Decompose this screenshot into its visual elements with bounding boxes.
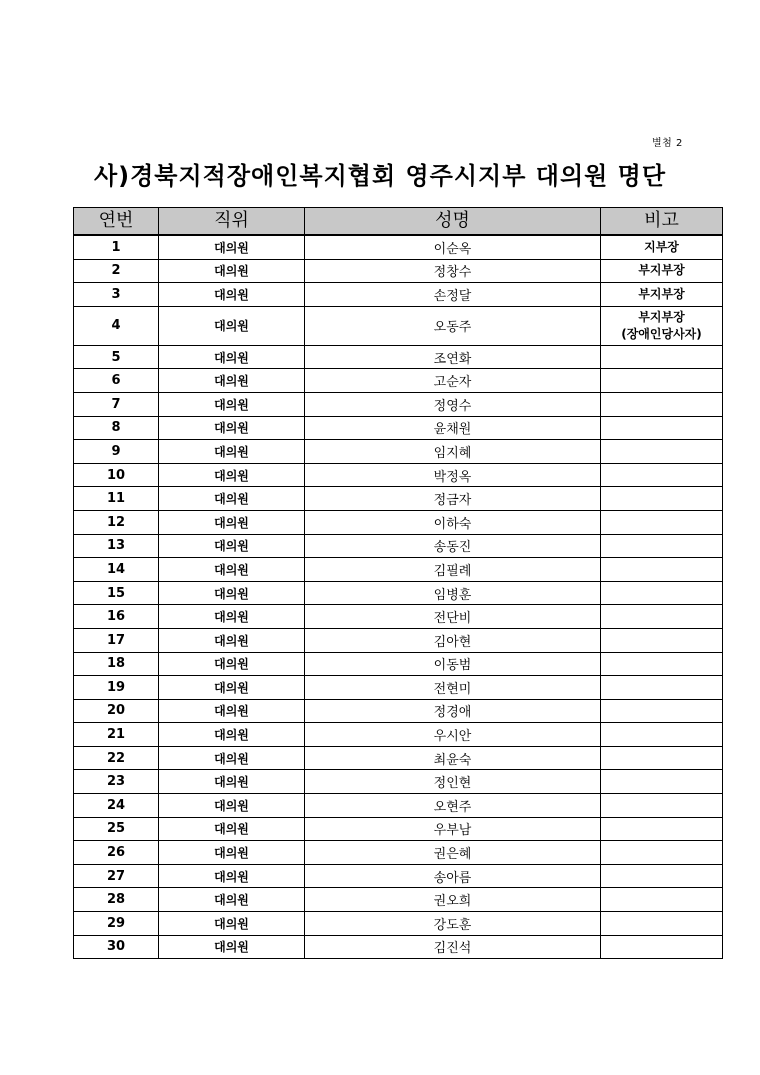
row-name-cell: 김진석 [305,935,601,959]
row-name-cell: 박정옥 [305,463,601,487]
row-position-cell: 대의원 [159,392,305,416]
row-position-cell: 대의원 [159,235,305,259]
table-row [74,605,723,629]
row-position-cell: 대의원 [159,817,305,841]
row-note-cell [601,935,723,959]
row-position-cell: 대의원 [159,723,305,747]
row-number-cell: 17 [74,628,159,652]
row-name-cell: 최윤숙 [305,746,601,770]
row-note-cell [601,440,723,464]
row-position-cell: 대의원 [159,912,305,936]
table-row [74,699,723,723]
row-name-cell: 정창수 [305,259,601,283]
row-note-cell [601,888,723,912]
row-note-cell [601,487,723,511]
row-note-cell [601,345,723,369]
row-name-cell: 김필례 [305,558,601,582]
row-position-cell: 대의원 [159,487,305,511]
row-note-cell [601,534,723,558]
row-name-cell: 우부남 [305,817,601,841]
attachment-label: 별첨 2 [652,138,683,149]
row-position-cell: 대의원 [159,888,305,912]
row-name-cell: 손정달 [305,283,601,307]
row-position-cell: 대의원 [159,534,305,558]
row-name-cell: 오동주 [305,306,601,345]
row-number-cell: 9 [74,440,159,464]
row-name-cell: 임병훈 [305,581,601,605]
table-row [74,235,723,259]
row-name-cell: 송아름 [305,864,601,888]
row-name-cell: 정금자 [305,487,601,511]
table-row [74,770,723,794]
row-name-cell: 조연화 [305,345,601,369]
row-note-cell [601,463,723,487]
row-position-cell: 대의원 [159,259,305,283]
row-note-cell [601,746,723,770]
row-note-cell [601,676,723,700]
row-note-line: (장애인당사자) [621,326,702,341]
row-name-cell: 윤채원 [305,416,601,440]
table-row [74,510,723,534]
row-number-cell: 21 [74,723,159,747]
table-row [74,283,723,307]
row-position-cell: 대의원 [159,283,305,307]
row-number-cell: 24 [74,794,159,818]
row-note-cell [601,369,723,393]
row-number-cell: 15 [74,581,159,605]
row-position-cell: 대의원 [159,794,305,818]
row-note-cell [601,392,723,416]
row-name-cell: 강도훈 [305,912,601,936]
row-number-cell: 22 [74,746,159,770]
row-note-cell [601,628,723,652]
row-number-cell: 8 [74,416,159,440]
column-header-number: 연번 [74,208,159,236]
row-name-cell: 우시안 [305,723,601,747]
row-number-cell: 3 [74,283,159,307]
row-number-cell: 10 [74,463,159,487]
row-position-cell: 대의원 [159,935,305,959]
column-header-note: 비고 [601,208,723,236]
row-name-cell: 정인현 [305,770,601,794]
table-row [74,628,723,652]
table-row [74,463,723,487]
row-name-cell: 이순옥 [305,235,601,259]
row-note-cell [601,723,723,747]
row-position-cell: 대의원 [159,416,305,440]
row-name-cell: 임지혜 [305,440,601,464]
table-row [74,652,723,676]
column-header-position: 직위 [159,208,305,236]
row-number-cell: 23 [74,770,159,794]
row-position-cell: 대의원 [159,605,305,629]
row-note-cell [601,770,723,794]
row-number-cell: 16 [74,605,159,629]
row-note-cell [601,864,723,888]
table-row [74,935,723,959]
row-note-cell [601,912,723,936]
table-row [74,259,723,283]
table-row [74,888,723,912]
row-position-cell: 대의원 [159,699,305,723]
member-table [73,207,723,959]
table-row [74,487,723,511]
row-name-cell: 이하숙 [305,510,601,534]
row-number-cell: 13 [74,534,159,558]
table-row [74,817,723,841]
row-number-cell: 29 [74,912,159,936]
row-number-cell: 27 [74,864,159,888]
table-row [74,794,723,818]
row-note-cell [601,283,723,307]
table-row [74,864,723,888]
row-name-cell: 김아현 [305,628,601,652]
row-note-cell [601,581,723,605]
row-position-cell: 대의원 [159,581,305,605]
row-number-cell: 11 [74,487,159,511]
row-position-cell: 대의원 [159,306,305,345]
table-header-row [74,208,723,236]
row-note-cell [601,259,723,283]
row-note-line: 부지부장 [638,286,685,301]
table-row [74,392,723,416]
row-position-cell: 대의원 [159,369,305,393]
table-row [74,841,723,865]
row-note-cell [601,510,723,534]
table-row [74,534,723,558]
table-row [74,746,723,770]
row-position-cell: 대의원 [159,746,305,770]
row-number-cell: 25 [74,817,159,841]
table-row [74,306,723,345]
row-number-cell: 2 [74,259,159,283]
row-number-cell: 20 [74,699,159,723]
table-row [74,912,723,936]
row-position-cell: 대의원 [159,676,305,700]
row-note-cell [601,841,723,865]
row-number-cell: 28 [74,888,159,912]
row-number-cell: 6 [74,369,159,393]
row-note-cell [601,558,723,582]
row-position-cell: 대의원 [159,345,305,369]
row-note-cell [601,306,723,345]
row-name-cell: 정경애 [305,699,601,723]
row-number-cell: 7 [74,392,159,416]
row-number-cell: 12 [74,510,159,534]
row-note-line: 지부장 [644,239,679,254]
page-title: 사)경북지적장애인복지협회 영주시지부 대의원 명단 [93,162,667,190]
row-note-cell [601,652,723,676]
row-number-cell: 4 [74,306,159,345]
row-note-cell [601,235,723,259]
row-number-cell: 19 [74,676,159,700]
row-name-cell: 오현주 [305,794,601,818]
row-note-cell [601,605,723,629]
row-name-cell: 이동범 [305,652,601,676]
row-name-cell: 고순자 [305,369,601,393]
row-name-cell: 권은혜 [305,841,601,865]
row-number-cell: 18 [74,652,159,676]
row-name-cell: 전현미 [305,676,601,700]
row-number-cell: 1 [74,235,159,259]
table-row [74,581,723,605]
row-number-cell: 5 [74,345,159,369]
row-position-cell: 대의원 [159,510,305,534]
table-row [74,369,723,393]
row-note-cell [601,699,723,723]
row-name-cell: 송동진 [305,534,601,558]
table-row [74,558,723,582]
table-row [74,416,723,440]
row-position-cell: 대의원 [159,770,305,794]
table-row [74,723,723,747]
row-number-cell: 26 [74,841,159,865]
row-note-line: 부지부장 [638,309,685,324]
row-note-line: 부지부장 [638,263,685,278]
row-position-cell: 대의원 [159,440,305,464]
row-note-cell [601,817,723,841]
row-position-cell: 대의원 [159,841,305,865]
row-position-cell: 대의원 [159,864,305,888]
row-name-cell: 전단비 [305,605,601,629]
row-note-cell [601,794,723,818]
row-position-cell: 대의원 [159,463,305,487]
row-number-cell: 30 [74,935,159,959]
row-position-cell: 대의원 [159,558,305,582]
row-name-cell: 정영수 [305,392,601,416]
row-number-cell: 14 [74,558,159,582]
table-row [74,345,723,369]
column-header-name: 성명 [305,208,601,236]
row-name-cell: 권오희 [305,888,601,912]
row-position-cell: 대의원 [159,628,305,652]
table-row [74,440,723,464]
table-row [74,676,723,700]
row-note-cell [601,416,723,440]
row-position-cell: 대의원 [159,652,305,676]
